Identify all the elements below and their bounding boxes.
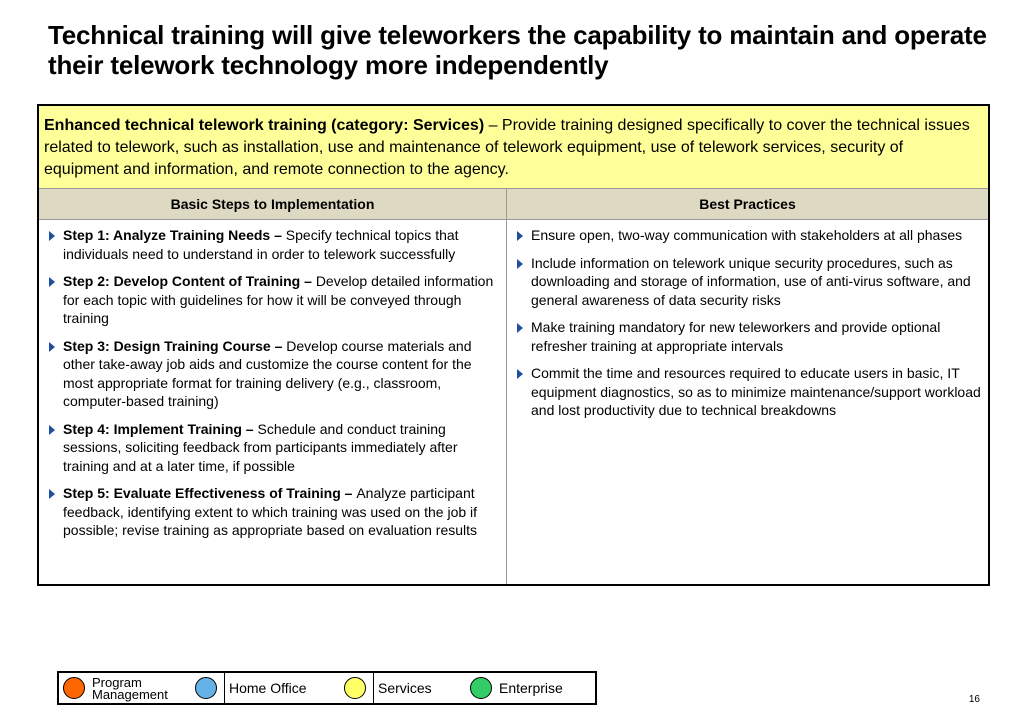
blue-circle-icon	[195, 677, 217, 699]
triangle-bullet-icon	[49, 342, 55, 352]
legend-label: Services	[378, 680, 432, 696]
list-item: Step 2: Develop Content of Training – Develop detailed information for each topic with guidelines for how it will be conveyed through training	[47, 272, 502, 328]
banner-heading: Enhanced technical telework training (category: Services)	[44, 117, 485, 134]
orange-circle-icon	[63, 677, 85, 699]
steps-header: Basic Steps to Implementation	[39, 189, 506, 220]
practices-header: Best Practices	[507, 189, 988, 220]
legend-enterprise	[466, 673, 595, 703]
legend-home-office	[191, 673, 340, 703]
triangle-bullet-icon	[49, 231, 55, 241]
list-item: Ensure open, two-way communication with stakeholders at all phases	[515, 226, 984, 245]
list-item: Step 4: Implement Training – Schedule and conduct training sessions, soliciting feedback from participants immediately after training and at a later time, if possible	[47, 420, 502, 476]
legend-label: Management	[92, 687, 168, 702]
practices-list	[507, 220, 988, 420]
triangle-bullet-icon	[517, 369, 523, 379]
steps-list	[39, 220, 506, 540]
green-circle-icon	[470, 677, 492, 699]
legend-program-management	[59, 673, 191, 703]
slide-title: Technical training will give teleworkers the capability to maintain and operate their telework technology more independently	[48, 20, 987, 80]
category-banner	[39, 106, 988, 189]
legend-services	[340, 673, 466, 703]
columns	[39, 189, 988, 584]
triangle-bullet-icon	[517, 231, 523, 241]
triangle-bullet-icon	[49, 277, 55, 287]
list-item: Step 5: Evaluate Effectiveness of Training – Analyze participant feedback, identifying extent to which training was used on the job if possible; revise training as appropriate based on evaluation results	[47, 484, 502, 540]
list-item: Step 3: Design Training Course – Develop course materials and other take-away job aids and customize the course content for the most appropriate format for training delivery (e.g., classroom, computer-based training)	[47, 337, 502, 411]
triangle-bullet-icon	[49, 489, 55, 499]
list-item: Include information on telework unique security procedures, such as downloading and storage of information, use of anti-virus software, and general awareness of data security risks	[515, 254, 984, 310]
legend-label: Home Office	[229, 680, 307, 696]
category-legend	[57, 671, 597, 705]
list-item: Commit the time and resources required to educate users in basic, IT equipment diagnostics, so as to minimize maintenance/support workload and lost productivity due to technical breakdowns	[515, 364, 984, 420]
steps-column	[39, 189, 507, 584]
practices-column	[507, 189, 988, 584]
triangle-bullet-icon	[517, 259, 523, 269]
page-number: 16	[968, 694, 980, 705]
yellow-circle-icon	[344, 677, 366, 699]
banner-description: – Provide training designed specifically to cover the technical issues related to telework, such as installation, use and maintenance of telework equipment, use of telework services, security of equipment and information, and remote connection to the agency.	[44, 117, 970, 178]
content-table	[37, 104, 990, 586]
legend-label: Program	[92, 675, 142, 690]
legend-label: Enterprise	[499, 680, 563, 696]
list-item: Make training mandatory for new teleworkers and provide optional refresher training at appropriate intervals	[515, 318, 984, 355]
list-item: Step 1: Analyze Training Needs – Specify technical topics that individuals need to understand in order to telework successfully	[47, 226, 502, 263]
triangle-bullet-icon	[49, 425, 55, 435]
triangle-bullet-icon	[517, 323, 523, 333]
